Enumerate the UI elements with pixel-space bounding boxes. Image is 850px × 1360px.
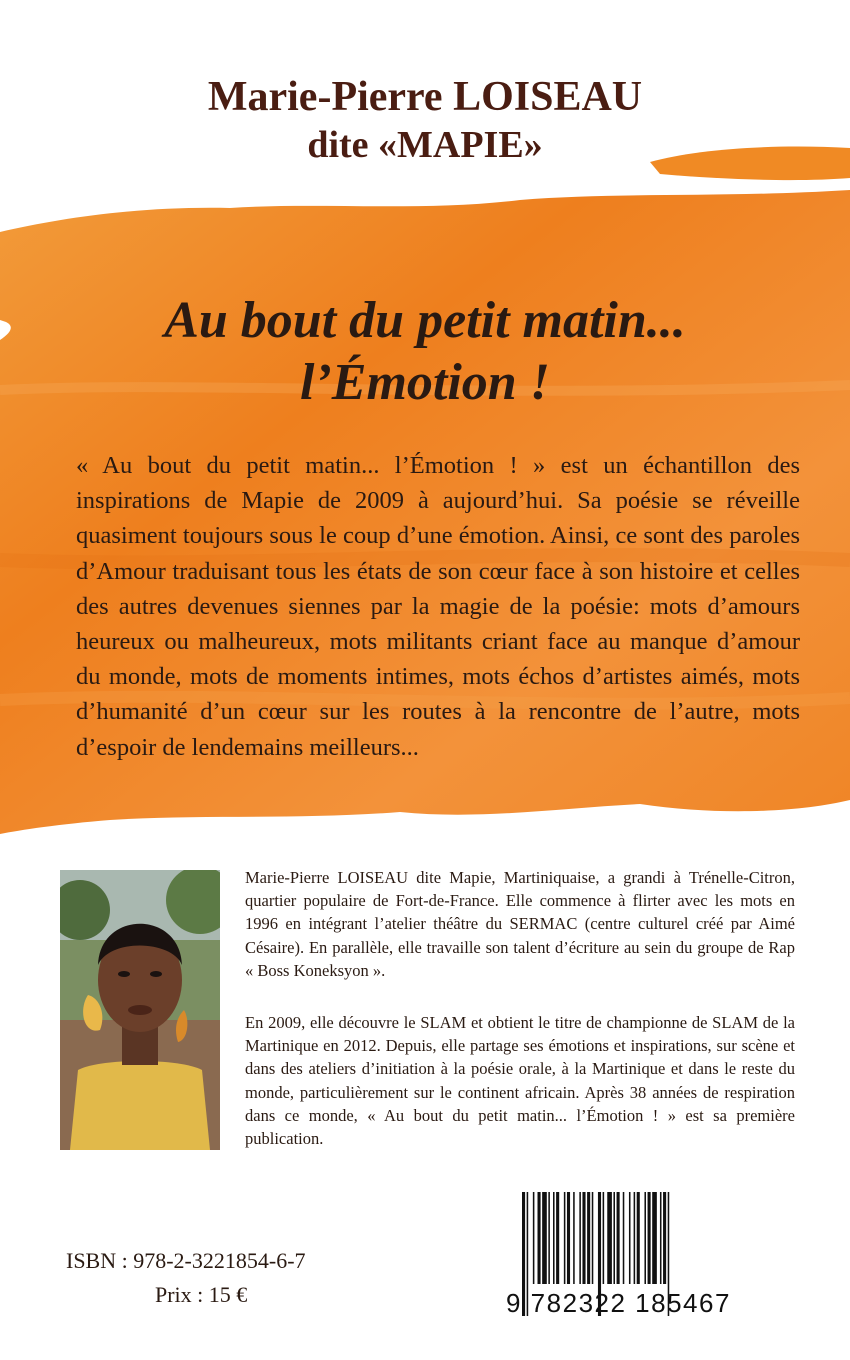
barcode-bar [629, 1192, 631, 1284]
barcode-bar [548, 1192, 550, 1284]
barcode-bar [613, 1192, 615, 1284]
barcode-bar [652, 1192, 657, 1284]
book-title-line2: l’Émotion ! [300, 354, 550, 411]
barcode-bar [623, 1192, 625, 1284]
barcode-bar [533, 1192, 535, 1284]
barcode-bar [660, 1192, 662, 1284]
author-alias: dite «MAPIE» [307, 124, 543, 166]
barcode-bar [567, 1192, 570, 1284]
author-photo [60, 870, 220, 1150]
barcode-bar [573, 1192, 575, 1284]
price-label: Prix : 15 € [155, 1282, 248, 1307]
barcode-bar [637, 1192, 640, 1284]
barcode-bar [603, 1192, 605, 1284]
book-title-line1: Au bout du petit matin... [164, 292, 686, 349]
author-bio-paragraph-2: En 2009, elle découvre le SLAM et obtient le titre de championne de SLAM de la Martinique en 2012. Depuis, elle partage ses émotions et inspirations, sur scène et dans des ateliers d’initiation à la poésie orale, à la Martinique et dans le reste du monde, particulièrement sur le continent africain. Après 38 années de respiration dans ce monde, « Au bout du petit matin... l’Émotion ! » est sa première publication. [245, 1013, 795, 1149]
author-name: Marie-Pierre LOISEAU [207, 74, 643, 120]
author-bio-paragraph-1: Marie-Pierre LOISEAU dite Mapie, Martiniquaise, a grandi à Trénelle-Citron, quartier populaire de Fort-de-France. Elle commence à flirter avec les mots en 1996 en intégrant l’atelier théâtre du SERMAC (centre culturel créé par Aimé Césaire). En parallèle, elle travaille son talent d’écriture au sein du groupe de Rap « Boss Koneksyon ». [245, 868, 795, 980]
barcode-bar [607, 1192, 612, 1284]
isbn-label: ISBN : 978-2-3221854-6-7 [66, 1248, 306, 1273]
barcode-bar [579, 1192, 581, 1284]
barcode-bar [582, 1192, 585, 1284]
book-title [0, 290, 850, 414]
barcode-bar [542, 1192, 547, 1284]
barcode-bar [663, 1192, 666, 1284]
barcode-bar [538, 1192, 541, 1284]
barcode-bar [556, 1192, 559, 1284]
barcode-bar [592, 1192, 594, 1284]
barcode-bar [587, 1192, 590, 1284]
barcode-bar [564, 1192, 566, 1284]
barcode-bar [634, 1192, 636, 1284]
barcode-bar [617, 1192, 620, 1284]
back-cover-blurb: « Au bout du petit matin... l’Émotion ! » est un échantillon des inspirations de Mapie de 2009 à aujourd’hui. Sa poésie se réveille quasiment toujours sous le coup d’une émotion. Ainsi, ce sont des paroles d’Amour traduisant tous les états de son cœur face à son histoire et celles des autres devenues siennes par la magie de la poésie: mots d’amours heureux ou malheureux, mots militants criant face au manque d’amour du monde, mots de moments intimes, mots échos d’artistes aimés, mots d’humanité d’un cœur sur les routes à la rencontre de l’autre, mots d’espoir de lendemains meilleurs... [76, 452, 800, 761]
barcode-bar [553, 1192, 555, 1284]
barcode-bar [648, 1192, 651, 1284]
barcode-bar [644, 1192, 646, 1284]
barcode-digits: 9 782322 185467 [506, 1288, 731, 1318]
